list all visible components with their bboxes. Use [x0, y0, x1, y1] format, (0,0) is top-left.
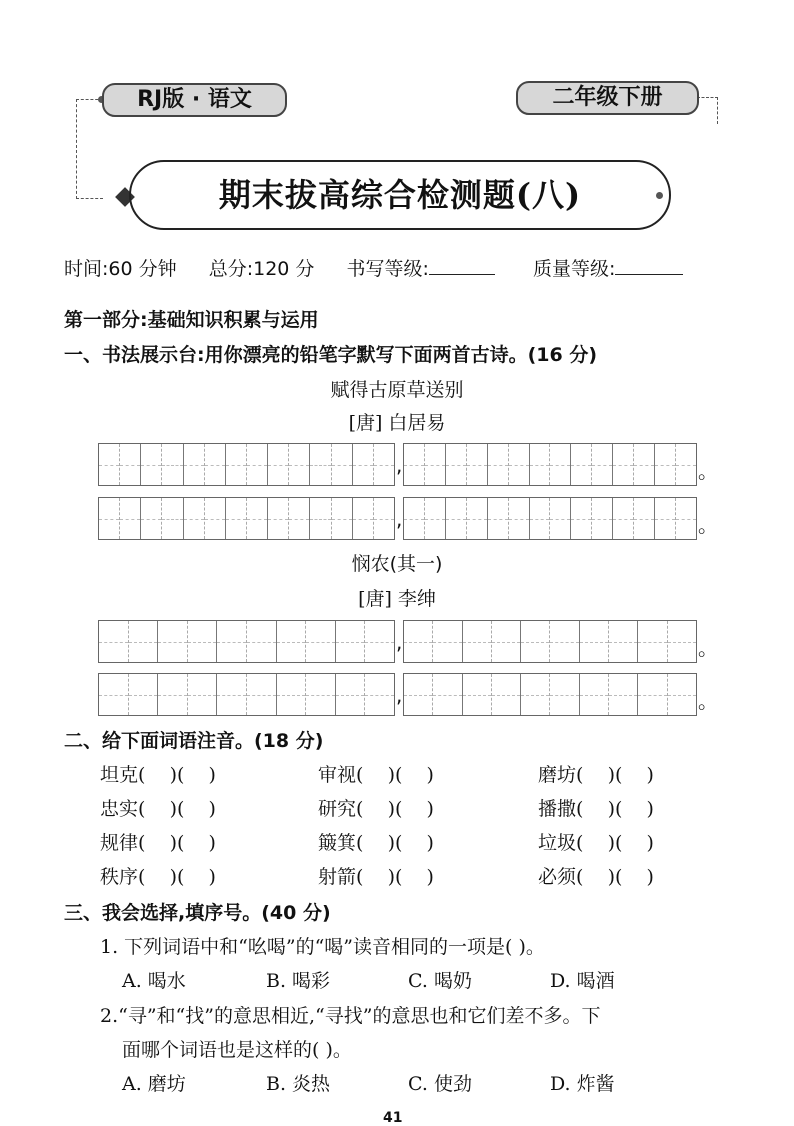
part-one-heading: 第一部分:基础知识积累与运用 — [64, 309, 319, 331]
right-connector-dashed — [697, 97, 718, 124]
total-score-info: 总分:120 分 — [208, 258, 315, 280]
writing-grid[interactable] — [403, 443, 697, 486]
comma-mark: , — [396, 683, 403, 707]
section-one-heading: 一、书法展示台:用你漂亮的铅笔字默写下面两首古诗。(16 分) — [64, 344, 598, 366]
exam-info-line — [64, 254, 744, 281]
q1-option-d[interactable]: D. 喝酒 — [550, 970, 615, 992]
period-mark: 。 — [698, 636, 718, 660]
q2-option-b[interactable]: B. 炎热 — [266, 1073, 331, 1095]
pinyin-item[interactable]: 忠实( )( ) — [100, 798, 216, 820]
pinyin-item[interactable]: 磨坊( )( ) — [538, 764, 654, 786]
q1-option-a[interactable]: A. 喝水 — [122, 970, 186, 992]
quality-grade-label: 质量等级: — [533, 258, 616, 280]
page-number: 41 — [383, 1110, 403, 1126]
question-2-line1: 2.“寻”和“找”的意思相近,“寻找”的意思也和它们差不多。下 — [100, 1005, 601, 1027]
pinyin-item[interactable]: 簸箕( )( ) — [318, 832, 434, 854]
q2-option-a[interactable]: A. 磨坊 — [122, 1073, 186, 1095]
subject-tag: RJ版 · 语文 — [102, 83, 287, 117]
exam-title: 期末拔高综合检测题(八) — [129, 160, 671, 230]
writing-grid[interactable] — [403, 620, 697, 663]
q2-option-c[interactable]: C. 使劲 — [408, 1073, 472, 1095]
question-1: 1. 下列词语中和“吆喝”的“喝”读音相同的一项是( )。 — [100, 936, 545, 958]
pinyin-item[interactable]: 规律( )( ) — [100, 832, 216, 854]
writing-grid[interactable] — [403, 673, 697, 716]
q1-option-b[interactable]: B. 喝彩 — [266, 970, 331, 992]
pinyin-item[interactable]: 研究( )( ) — [318, 798, 434, 820]
period-mark: 。 — [698, 459, 718, 483]
pinyin-item[interactable]: 播撒( )( ) — [538, 798, 654, 820]
pinyin-item[interactable]: 审视( )( ) — [318, 764, 434, 786]
writing-grid[interactable] — [98, 443, 395, 486]
writing-grid[interactable] — [98, 620, 395, 663]
pinyin-item[interactable]: 秩序( )( ) — [100, 866, 216, 888]
writing-grade-label: 书写等级: — [346, 258, 429, 280]
poem2-title: 悯农(其一) — [351, 553, 443, 575]
pinyin-item[interactable]: 垃圾( )( ) — [538, 832, 654, 854]
pinyin-item[interactable]: 必须( )( ) — [538, 866, 654, 888]
writing-grade-blank[interactable] — [429, 274, 495, 275]
period-mark: 。 — [698, 513, 718, 537]
section-two-heading: 二、给下面词语注音。(18 分) — [64, 730, 324, 752]
comma-mark: , — [396, 630, 403, 654]
section-three-heading: 三、我会选择,填序号。(40 分) — [64, 902, 331, 924]
writing-grid[interactable] — [403, 497, 697, 540]
q2-option-d[interactable]: D. 炸酱 — [550, 1073, 615, 1095]
comma-mark: , — [396, 507, 403, 531]
question-2-line2: 面哪个词语也是这样的( )。 — [122, 1039, 352, 1061]
writing-grid[interactable] — [98, 497, 395, 540]
period-mark: 。 — [698, 689, 718, 713]
writing-grid[interactable] — [98, 673, 395, 716]
left-connector-dashed — [76, 99, 103, 199]
pinyin-item[interactable]: 射箭( )( ) — [318, 866, 434, 888]
poem1-author: [唐] 白居易 — [348, 412, 446, 434]
time-info: 时间:60 分钟 — [64, 258, 177, 280]
poem2-author: [唐] 李绅 — [358, 588, 436, 610]
grade-tag: 二年级下册 — [516, 81, 699, 115]
q1-option-c[interactable]: C. 喝奶 — [408, 970, 472, 992]
quality-grade-blank[interactable] — [615, 274, 683, 275]
pinyin-item[interactable]: 坦克( )( ) — [100, 764, 216, 786]
comma-mark: , — [396, 453, 403, 477]
poem1-title: 赋得古原草送别 — [330, 379, 464, 401]
